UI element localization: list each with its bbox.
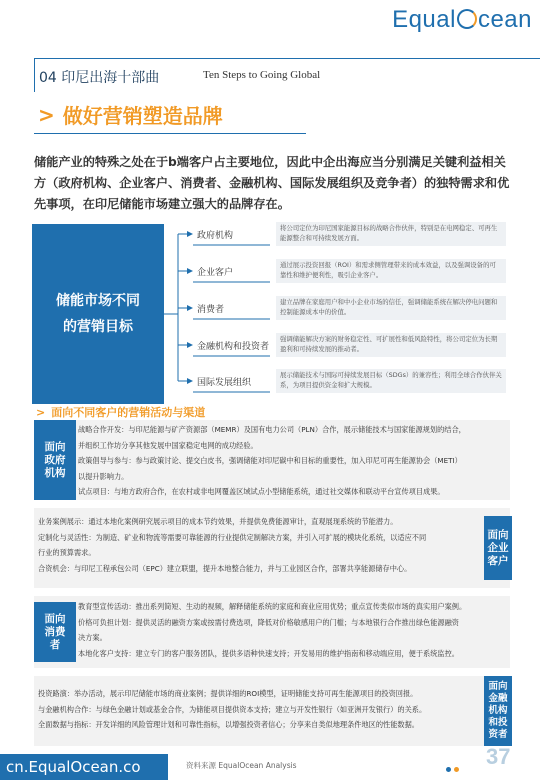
intro-paragraph: 储能产业的特殊之处在于b端客户占主要地位，因此中企出海应当分别满足关键利益相关方（政府机构、企业客户、消费者、金融机构、国际发展组织及竞争者）的独特需求和优先事项，在印尼储能市场建立强大的品牌存在。 [34, 155, 510, 211]
target-description: 通过展示投资回报（ROI）和需求侧管理带来的成本效益，以及强调设备的可靠性和维护便利性，吸引企业客户。 [276, 259, 506, 283]
dot-icon [446, 767, 451, 772]
target-category: 消费者 [197, 304, 225, 315]
chapter-title: 04 印尼出海十部曲 [39, 70, 160, 86]
equalocean-logo: Equal cean [392, 6, 532, 33]
block-enterprise [34, 508, 510, 588]
target-description: 展示储能技术与国际可持续发展目标（SDGs）的兼容性；利用全球合作伙伴关系，为项目提供资金和扩大规模。 [276, 369, 506, 393]
target-category: 国际发展组织 [197, 377, 252, 388]
logo-o-mark [457, 9, 477, 29]
block-text: 投资路演：举办活动，展示印尼储能市场的商业案例；提供详细的ROI模型，证明储能支持可再生能源项目的投资回报。 与金融机构合作：与绿色金融计划或基金合作，为储能项目提供资本支持；建立与开发性银行（如亚洲开发银行）的关系。 全面数据与指标：开发详细的风险管理计划和可靠性指标，以增强投资者信心；分享来自类似地理条件地区的性能数据。 [38, 689, 427, 729]
heading-divider [34, 133, 306, 134]
page-number: 37 [486, 744, 511, 769]
block-label: 面向政府机构 [34, 420, 76, 500]
block-text: 教育型宣传活动：推出系列简短、生动的视频，解释储能系统的家庭和商业应用优势；重点宣传类似市场的真实用户案例。 价格可负担计划：提供灵活的融资方案或按需付费选项，降低对价格敏感用户的门槛；与本地银行合作推出绿色能源融资 决方案。 本地化客户支持：建立专门的客户服务团队，提供多语种快速支持；开发易用的维护指南和移动端应用，便于系统监控。 [78, 602, 467, 658]
subsection-heading [36, 404, 205, 420]
target-category: 政府机构 [197, 230, 234, 241]
footer-website: cn.EqualOcean.co [0, 754, 168, 780]
chapter-header [34, 58, 540, 92]
block-label: 面向消费者 [34, 602, 76, 662]
target-description: 将公司定位为印尼国家能源目标的战略合作伙伴，特别是在电网稳定、可再生能源整合和可持续发展方面。 [276, 222, 506, 246]
section-heading [38, 100, 223, 129]
block-text: 战略合作开发：与印尼能源与矿产资源部（MEMR）及国有电力公司（PLN）合作，展示储能技术与国家能源规划的结合， 并组织工作坊分享其他发展中国家稳定电网的成功经验。 政策倡导与参与：参与政策讨论、提交白皮书，强调储能对印尼碳中和目标的重要性，加入印尼可再生能源协会（METI） 以提升影响力。 试点项目：与地方政府合作，在农村或非电网覆盖区域试点小型储能系统，通过社交媒体和联动平台宣传项目成果。 [78, 425, 466, 496]
chevron-right-icon: > [36, 405, 46, 419]
block-label: 面向企业客户 [484, 516, 512, 580]
block-finance [34, 676, 510, 746]
decorative-dots [446, 757, 462, 776]
target-description: 强调储能解决方案的财务稳定性、可扩展性和低风险特性，将公司定位为长期盈利和可持续发展的推动者。 [276, 333, 506, 357]
subsection-heading-text: 面向不同客户的营销活动与渠道 [51, 406, 206, 419]
section-heading-text: 做好营销塑造品牌 [62, 104, 223, 128]
footer-source: 资料来源 EqualOcean Analysis [186, 761, 297, 770]
chevron-right-icon: > [38, 102, 55, 127]
chapter-subtitle: Ten Steps to Going Global [203, 69, 321, 81]
block-label: 面向金融机构和投资者 [484, 676, 512, 746]
target-description: 建立品牌在家庭用户和中小企业市场的信任，强调储能系统在解决停电问题和控制能源成本中的价值。 [276, 296, 506, 320]
target-category: 企业客户 [197, 267, 234, 278]
marketing-target-box: 储能市场不同的营销目标 [32, 224, 164, 404]
block-consumers [34, 596, 510, 668]
block-government [34, 420, 510, 500]
block-text: 业务案例展示：通过本地化案例研究展示项目的成本节约效果，并提供免费能源审计，直观展现系统的节能潜力。 定制化与灵活性：为制造、矿业和物流等需要可靠能源的行业提供定制解决方案，并引入可扩展的模块化系统，以适应不同 行业的预算需求。 合资机会：与印尼工程承包公司（EPC）建立联盟，提升本地整合能力，并与工业园区合作，部署共享能源储存中心。 [38, 517, 427, 573]
target-category: 金融机构和投资者 [197, 341, 270, 352]
dot-icon [454, 767, 459, 772]
